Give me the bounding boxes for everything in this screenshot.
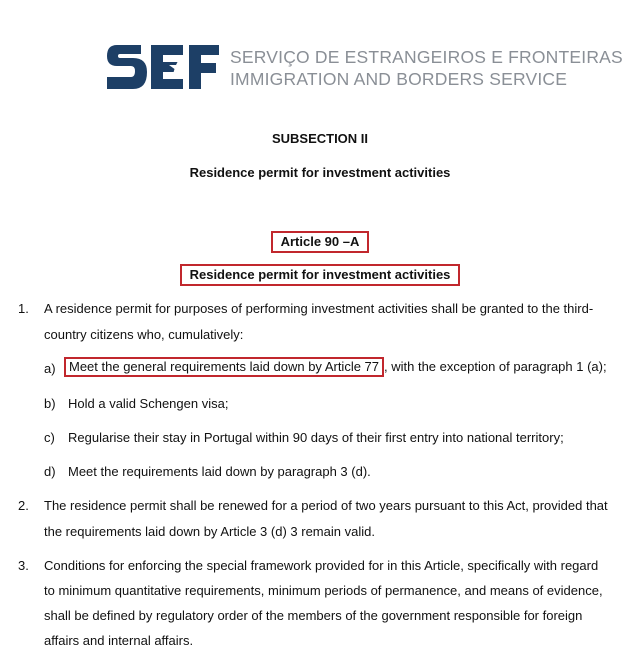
subitem-a-rest: , with the exception of paragraph 1 (a); bbox=[384, 359, 607, 374]
organization-name bbox=[230, 46, 623, 90]
subitem-c: Regularise their stay in Portugal within 90 days of their first entry into national territory; bbox=[68, 430, 564, 445]
item-3-line-3: shall be defined by regulatory order of the members of the government responsible for foreign bbox=[44, 608, 583, 623]
subitem-label: c) bbox=[44, 430, 55, 445]
subsection-heading: SUBSECTION II bbox=[271, 131, 369, 146]
item-2-line-1: The residence permit shall be renewed for a period of two years pursuant to this Act, provided that bbox=[44, 498, 608, 513]
item-number: 1. bbox=[18, 301, 29, 316]
subitem-label: b) bbox=[44, 396, 56, 411]
item-number: 2. bbox=[18, 498, 29, 513]
item-1-line-1: A residence permit for purposes of performing investment activities shall be granted to the third- bbox=[44, 301, 594, 316]
article-number-highlight: Article 90 –A bbox=[271, 231, 370, 253]
sef-logo bbox=[105, 41, 221, 93]
org-name-portuguese: SERVIÇO DE ESTRANGEIROS E FRONTEIRAS bbox=[230, 47, 623, 67]
item-3-line-4: affairs and internal affairs. bbox=[44, 633, 194, 648]
subitem-a bbox=[64, 359, 607, 375]
item-number: 3. bbox=[18, 558, 29, 573]
subitem-b: Hold a valid Schengen visa; bbox=[68, 396, 229, 411]
article-title-highlight: Residence permit for investment activities bbox=[180, 264, 461, 286]
item-3-line-2: to minimum quantitative requirements, minimum periods of permanence, and means of evidence, bbox=[44, 583, 603, 598]
item-3-line-1: Conditions for enforcing the special framework provided for in this Article, specifically with regard bbox=[44, 558, 599, 573]
org-name-english: IMMIGRATION AND BORDERS SERVICE bbox=[230, 69, 568, 89]
subitem-label: d) bbox=[44, 464, 56, 479]
item-2-line-2: the requirements laid down by Article 3 (d) 3 remain valid. bbox=[44, 524, 375, 539]
subitem-label: a) bbox=[44, 361, 56, 376]
article-77-highlight: Meet the general requirements laid down by Article 77 bbox=[64, 357, 384, 377]
item-1-line-2: country citizens who, cumulatively: bbox=[44, 327, 244, 342]
subitem-d: Meet the requirements laid down by paragraph 3 (d). bbox=[68, 464, 371, 479]
section-title: Residence permit for investment activities bbox=[189, 165, 451, 180]
